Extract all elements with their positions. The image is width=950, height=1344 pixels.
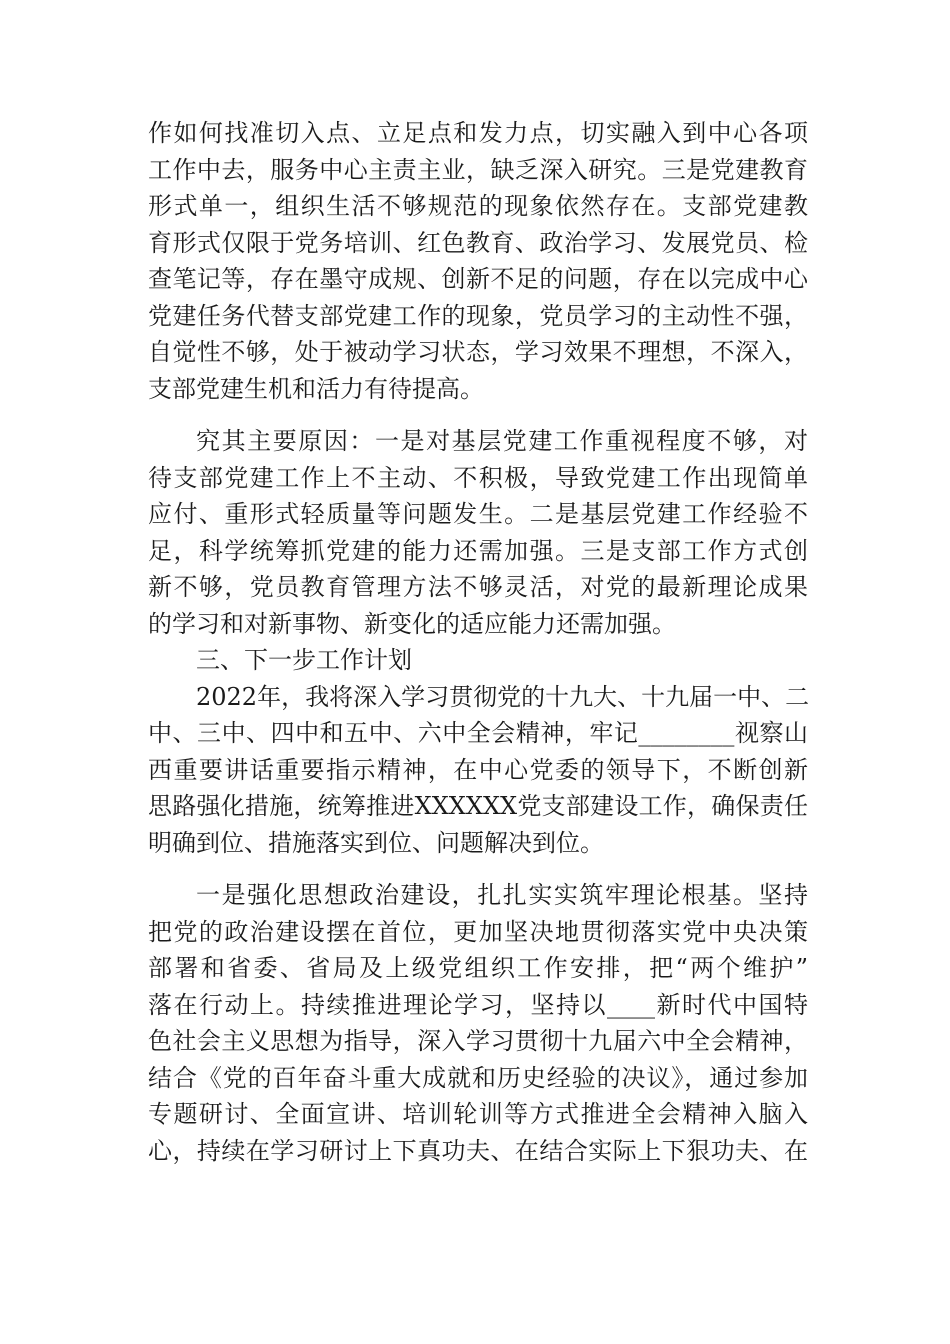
text-line: 自觉性不够，处于被动学习状态，学习效果不理想，不深入， xyxy=(148,338,808,366)
text-line: 党建任务代替支部党建工作的现象，党员学习的主动性不强， xyxy=(148,301,808,330)
paragraph-reasons xyxy=(148,423,808,642)
text-line: 明确到位、措施落实到位、问题解决到位。 xyxy=(148,828,604,857)
text-line: 西重要讲话重要指示精神，在中心党委的领导下，不断创新 xyxy=(148,755,808,784)
text-line: 色社会主义思想为指导，深入学习贯彻十九届六中全会精神， xyxy=(148,1027,808,1055)
text-line: 思路强化措施，统筹推进XXXXXX党支部建设工作，确保责任 xyxy=(148,792,808,820)
text-line: 查笔记等，存在墨守成规、创新不足的问题，存在以完成中心 xyxy=(148,265,808,293)
text-line: 心，持续在学习研讨上下真功夫、在结合实际上下狠功夫、在 xyxy=(148,1136,808,1165)
text-line: 工作中去，服务中心主责主业，缺乏深入研究。三是党建教育 xyxy=(148,155,808,184)
document-body xyxy=(148,115,808,1169)
text-line: 形式单一，组织生活不够规范的现象依然存在。支部党建教 xyxy=(148,192,808,220)
text-line: 待支部党建工作上不主动、不积极，导致党建工作出现简单 xyxy=(148,463,808,492)
paragraph-problems xyxy=(148,115,808,407)
text-line: 把党的政治建设摆在首位，更加坚决地贯彻落实党中央决策 xyxy=(148,917,808,946)
heading-next-plan: 三、下一步工作计划 xyxy=(196,646,412,674)
paragraph-gap xyxy=(148,861,808,877)
text-line: 专题研讨、全面宣讲、培训轮训等方式推进全会精神入脑入 xyxy=(148,1100,808,1128)
paragraph-political-building xyxy=(148,877,808,1169)
paragraph-plan-intro xyxy=(148,679,808,862)
text-line: 足，科学统筹抓党建的能力还需加强。三是支部工作方式创 xyxy=(148,536,808,565)
text-line: 中、三中、四中和五中、六中全会精神，牢记________视察山 xyxy=(148,719,808,747)
text-line: 支部党建生机和活力有待提高。 xyxy=(148,374,484,403)
text-line: 部署和省委、省局及上级党组织工作安排，把“两个维护” xyxy=(148,954,808,982)
text-line: 新不够，党员教育管理方法不够灵活，对党的最新理论成果 xyxy=(148,573,808,601)
text-line: 育形式仅限于党务培训、红色教育、政治学习、发展党员、检 xyxy=(148,228,808,257)
text-line: 结合《党的百年奋斗重大成就和历史经验的决议》，通过参加 xyxy=(148,1063,808,1092)
text-line: 2022年，我将深入学习贯彻党的十九大、十九届一中、二 xyxy=(196,682,810,711)
text-line: 作如何找准切入点、立足点和发力点，切实融入到中心各项 xyxy=(148,119,808,147)
paragraph-gap xyxy=(148,407,808,423)
text-line: 应付、重形式轻质量等问题发生。二是基层党建工作经验不 xyxy=(148,500,808,528)
text-line: 的学习和对新事物、新变化的适应能力还需加强。 xyxy=(148,609,676,638)
section-heading xyxy=(148,642,808,679)
text-line: 落在行动上。持续推进理论学习，坚持以____新时代中国特 xyxy=(148,990,808,1019)
text-line: 一是强化思想政治建设，扎扎实实筑牢理论根基。坚持 xyxy=(196,881,808,909)
text-line: 究其主要原因：一是对基层党建工作重视程度不够，对 xyxy=(196,427,808,455)
